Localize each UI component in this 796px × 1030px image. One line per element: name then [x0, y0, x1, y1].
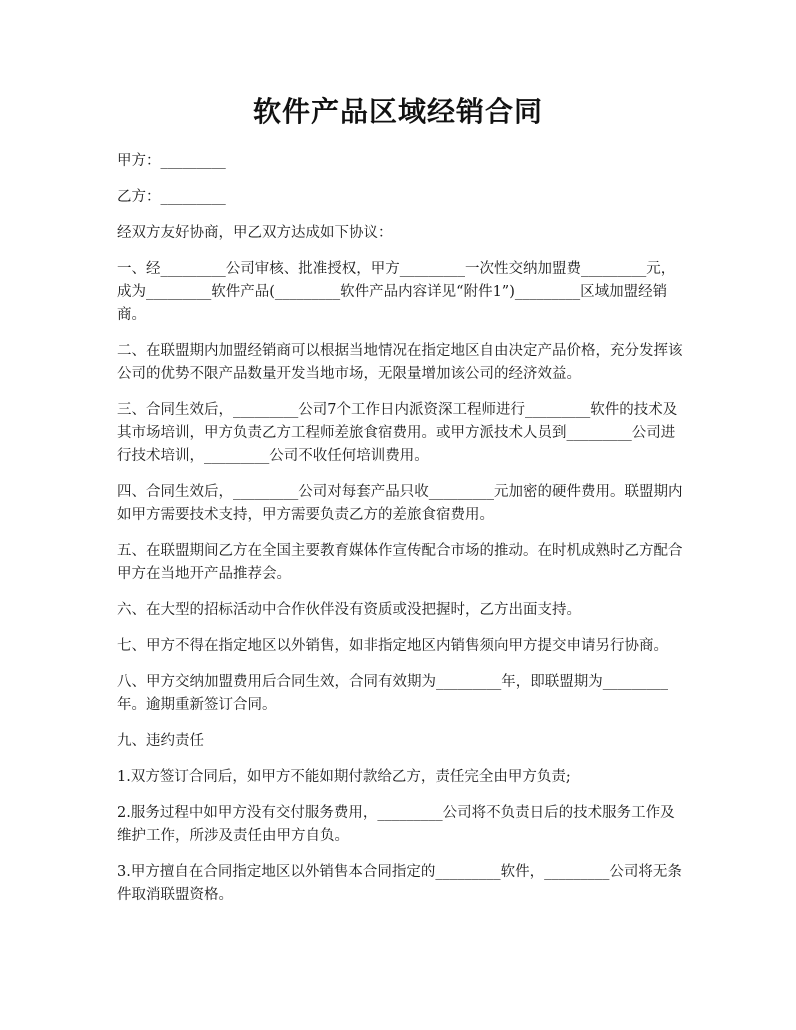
- liability-item-1: 1.双方签订合同后，如甲方不能如期付款给乙方，责任完全由甲方负责;: [117, 769, 571, 785]
- clause-9-heading: 九、违约责任: [117, 733, 204, 749]
- clause-3: 三、合同生效后，_________公司7个工作日内派资深工程师进行_________软件的技术及其市场培训，甲方负责乙方工程师差旅食宿费用。或甲方派技术人员到_________公司进行技术培训，_________公司不收任何培训费用。: [117, 402, 678, 464]
- party-a-line: 甲方：_________: [117, 153, 226, 169]
- document-body: [117, 150, 683, 920]
- clause-2: 二、在联盟期内加盟经销商可以根据当地情况在指定地区自由决定产品价格，充分发挥该公司的优势不限产品数量开发当地市场，无限量增加该公司的经济效益。: [117, 343, 683, 382]
- liability-item-2: 2.服务过程中如甲方没有交付服务费用，_________公司将不负责日后的技术服务工作及维护工作，所涉及责任由甲方自负。: [117, 805, 675, 844]
- document-title: 软件产品区域经销合同: [252, 95, 543, 128]
- clause-8: 八、甲方交纳加盟费用后合同生效，合同有效期为_________年，即联盟期为_________年。逾期重新签订合同。: [117, 674, 668, 713]
- liability-item-3: 3.甲方擅自在合同指定地区以外销售本合同指定的_________软件，_________公司将无条件取消联盟资格。: [117, 864, 682, 903]
- preamble-paragraph: 经双方友好协商，甲乙双方达成如下协议：: [117, 225, 393, 241]
- clause-6: 六、在大型的招标活动中合作伙伴没有资质或没把握时，乙方出面支持。: [117, 602, 581, 618]
- clause-4: 四、合同生效后，_________公司对每套产品只收_________元加密的硬件费用。联盟期内如甲方需要技术支持，甲方需要负责乙方的差旅食宿费用。: [117, 484, 683, 523]
- clause-5: 五、在联盟期间乙方在全国主要教育媒体作宣传配合市场的推动。在时机成熟时乙方配合 甲方在当地开产品推荐会。: [117, 543, 683, 582]
- party-b-line: 乙方：_________: [117, 189, 226, 205]
- clause-1: 一、经_________公司审核、批准授权，甲方_________一次性交纳加盟费_________元，成为_________软件产品(_________软件产品内容详见“附件1”)_________区域加盟经销商。: [117, 261, 676, 323]
- clause-7: 七、甲方不得在指定地区以外销售，如非指定地区内销售须向甲方提交申请另行协商。: [117, 638, 668, 654]
